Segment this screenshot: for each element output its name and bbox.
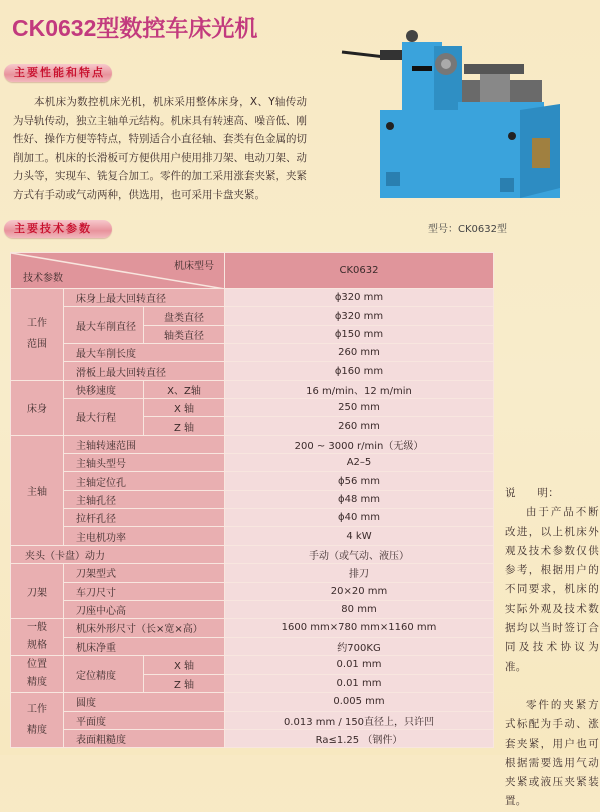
row-label: 刀座中心高 bbox=[64, 600, 225, 618]
table-row bbox=[11, 362, 494, 380]
table-row bbox=[11, 380, 494, 398]
table-row bbox=[11, 307, 494, 325]
table-row bbox=[11, 289, 494, 307]
row-value: 260 mm bbox=[225, 344, 494, 362]
table-row bbox=[11, 399, 494, 417]
row-label: 定位精度 bbox=[64, 656, 144, 693]
group-label: 一般规格 bbox=[11, 619, 64, 656]
row-label: 最大车削直径 bbox=[64, 307, 144, 344]
group-label: 刀架 bbox=[11, 564, 64, 619]
image-caption: 型号：CK0632型 bbox=[428, 224, 507, 235]
group-label: 床身 bbox=[11, 380, 64, 435]
table-row bbox=[11, 472, 494, 490]
row-label: 主轴定位孔 bbox=[64, 472, 225, 490]
group-label: 主轴 bbox=[11, 435, 64, 545]
table-row bbox=[11, 637, 494, 656]
row-label: 主轴转速范围 bbox=[64, 435, 225, 453]
row-label: 刀架型式 bbox=[64, 564, 225, 582]
table-row bbox=[11, 344, 494, 362]
row-value: ϕ56 mm bbox=[225, 472, 494, 490]
row-label: 表面粗糙度 bbox=[64, 729, 225, 747]
section-heading-specs: 主要技术参数 bbox=[4, 220, 112, 238]
row-value: 0.005 mm bbox=[225, 693, 494, 711]
row-label: 主电机功率 bbox=[64, 527, 225, 545]
row-sublabel: 盘类直径 bbox=[144, 307, 225, 325]
row-label: 主轴孔径 bbox=[64, 490, 225, 508]
table-row bbox=[11, 582, 494, 600]
header-model-label: 机床型号 bbox=[174, 261, 214, 272]
row-label: 快移速度 bbox=[64, 380, 144, 398]
row-value: 约700KG bbox=[225, 637, 494, 656]
header-model: CK0632 bbox=[225, 253, 494, 289]
row-value: A2–5 bbox=[225, 454, 494, 472]
row-label: 主轴头型号 bbox=[64, 454, 225, 472]
row-value: 250 mm bbox=[225, 399, 494, 417]
table-row bbox=[11, 711, 494, 729]
notes-paragraph-1: 由于产品不断改进，以上机床外观及技术参数仅供参考，根据用户的不同要求，机床的实际外观及技术数据均以当时签订合同及技术协议为准。 bbox=[505, 506, 599, 673]
row-label: 拉杆孔径 bbox=[64, 509, 225, 527]
row-value: ϕ160 mm bbox=[225, 362, 494, 380]
row-value: ϕ40 mm bbox=[225, 509, 494, 527]
row-label: 夹头（卡盘）动力 bbox=[11, 545, 225, 563]
notes-heading: 说 明： bbox=[505, 487, 559, 499]
table-row bbox=[11, 656, 494, 675]
row-value: ϕ48 mm bbox=[225, 490, 494, 508]
row-value: ϕ320 mm bbox=[225, 307, 494, 325]
table-row bbox=[11, 527, 494, 545]
page-title: CK0632型数控车床光机 bbox=[12, 15, 258, 41]
notes-paragraph-2: 零件的夹紧方式标配为手动、涨套夹紧，用户也可根据需要选用气动夹紧或液压夹紧装置。 bbox=[505, 698, 599, 808]
row-label: 最大行程 bbox=[64, 399, 144, 436]
row-value: 4 kW bbox=[225, 527, 494, 545]
spec-table bbox=[10, 252, 494, 748]
section-heading-features: 主要性能和特点 bbox=[4, 64, 112, 82]
row-value: 16 m/min、12 m/min bbox=[225, 380, 494, 398]
table-row bbox=[11, 693, 494, 711]
row-sublabel: 轴类直径 bbox=[144, 325, 225, 343]
table-row bbox=[11, 600, 494, 618]
row-value: 0.01 mm bbox=[225, 656, 494, 675]
row-label: 最大车削长度 bbox=[64, 344, 225, 362]
group-label: 工作范围 bbox=[11, 289, 64, 381]
row-value: 260 mm bbox=[225, 417, 494, 435]
row-sublabel: Z 轴 bbox=[144, 417, 225, 435]
table-row bbox=[11, 619, 494, 638]
row-sublabel: X、Z轴 bbox=[144, 380, 225, 398]
row-value: Ra≤1.25 （钢件） bbox=[225, 729, 494, 747]
row-label: 车刀尺寸 bbox=[64, 582, 225, 600]
row-value: 0.013 mm / 150直径上，只许凹 bbox=[225, 711, 494, 729]
group-label: 工作精度 bbox=[11, 693, 64, 748]
row-value: 80 mm bbox=[225, 600, 494, 618]
machine-image bbox=[340, 28, 580, 208]
header-diagonal-cell bbox=[11, 253, 225, 289]
group-label: 位置精度 bbox=[11, 656, 64, 693]
row-sublabel: X 轴 bbox=[144, 399, 225, 417]
row-value: 0.01 mm bbox=[225, 674, 494, 693]
row-sublabel: Z 轴 bbox=[144, 674, 225, 693]
intro-paragraph: 本机床为数控机床光机，机床采用整体床身，X、Y轴传动为导轨传动，独立主轴单元结构。机床具有转速高、噪音低、刚性好、操作方便等特点，特别适合小直径轴、套类有色金属的切削加工。机床的长滑板可方便供用户使用排刀架、电动刀架、动力头等，实现车、铣复合加工。零件的加工采用涨套夹紧，夹紧方式有手动或气动两种，供选用，也可采用卡盘夹紧。 bbox=[13, 96, 307, 201]
table-row bbox=[11, 729, 494, 747]
table-row bbox=[11, 490, 494, 508]
table-row bbox=[11, 509, 494, 527]
row-label: 平面度 bbox=[64, 711, 225, 729]
table-row bbox=[11, 435, 494, 453]
row-sublabel: X 轴 bbox=[144, 656, 225, 675]
header-param-label: 技术参数 bbox=[23, 273, 63, 284]
table-row bbox=[11, 545, 494, 563]
row-label: 机床净重 bbox=[64, 637, 225, 656]
row-value: ϕ150 mm bbox=[225, 325, 494, 343]
table-row bbox=[11, 564, 494, 582]
table-header-row bbox=[11, 253, 494, 289]
table-row bbox=[11, 454, 494, 472]
row-value: 20×20 mm bbox=[225, 582, 494, 600]
row-label: 滑板上最大回转直径 bbox=[64, 362, 225, 380]
row-label: 圆度 bbox=[64, 693, 225, 711]
notes bbox=[505, 484, 599, 812]
row-value: 手动（或气动、液压） bbox=[225, 545, 494, 563]
row-value: ϕ320 mm bbox=[225, 289, 494, 307]
row-value: 200 ~ 3000 r/min（无级） bbox=[225, 435, 494, 453]
row-label: 机床外形尺寸（长×宽×高） bbox=[64, 619, 225, 638]
row-label: 床身上最大回转直径 bbox=[64, 289, 225, 307]
row-value: 排刀 bbox=[225, 564, 494, 582]
row-value: 1600 mm×780 mm×1160 mm bbox=[225, 619, 494, 638]
